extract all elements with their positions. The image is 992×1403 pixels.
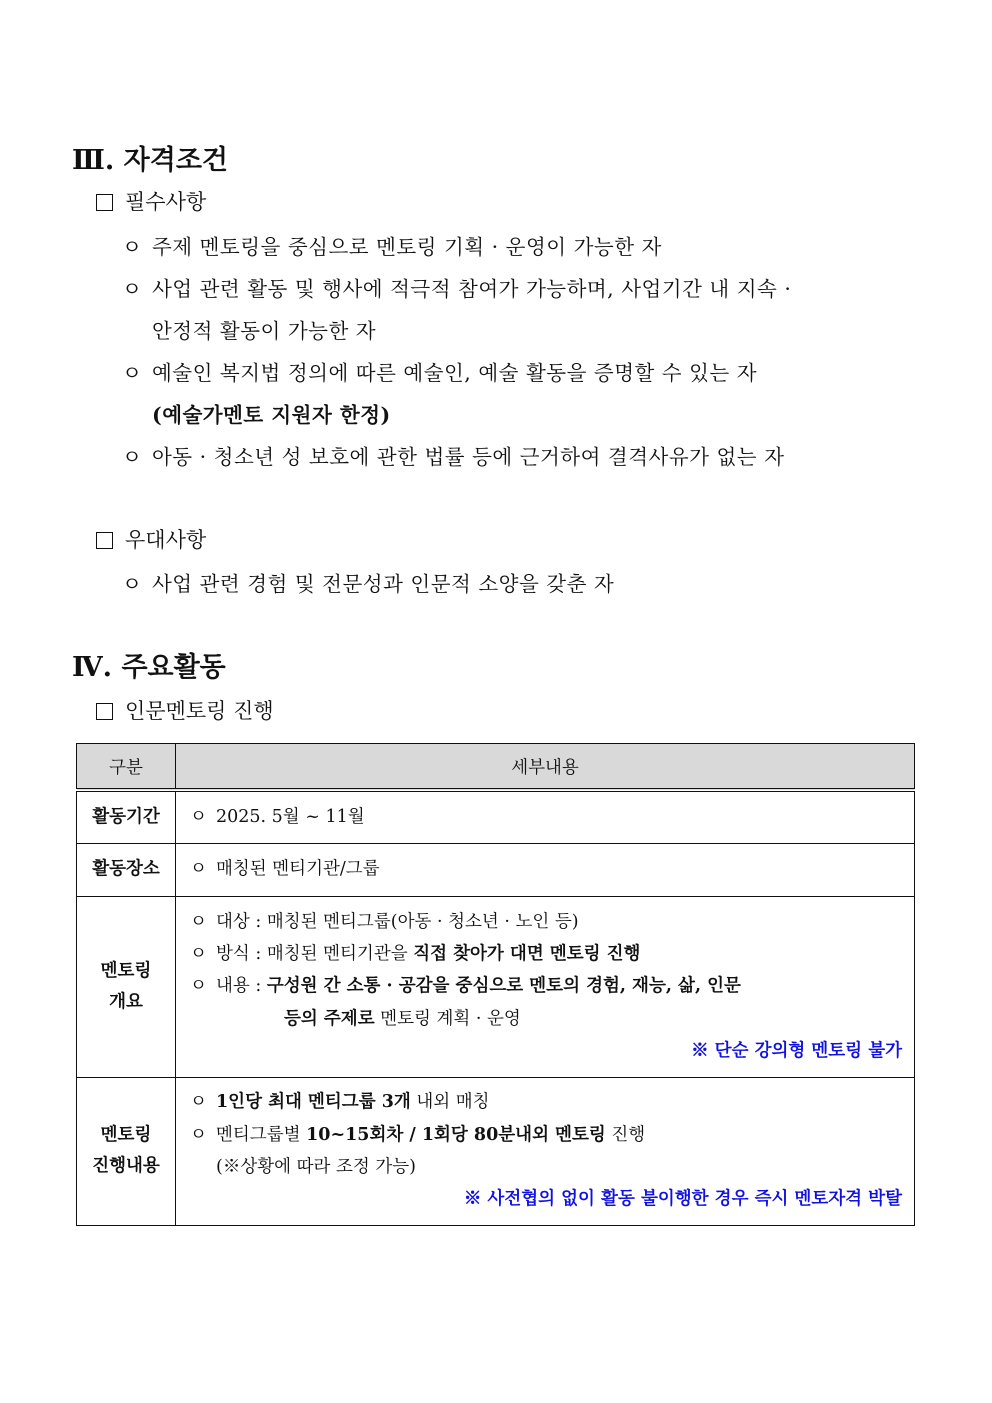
place-value: 매칭된 멘티기관/그룹 — [216, 859, 380, 880]
bullet-icon: ㅇ — [190, 859, 207, 880]
mentoring-heading: 인문멘토링 진행 — [96, 695, 274, 725]
progress-cell — [176, 1077, 915, 1225]
required-item-2: ㅇ 사업 관련 활동 및 행사에 적극적 참여가 가능하며, 사업기간 내 지속 · — [122, 272, 791, 302]
bullet-icon: ㅇ — [190, 1124, 207, 1145]
overview-content-cont: 등의 주제로 멘토링 계획 · 운영 — [284, 1008, 521, 1029]
bullet-icon: ㅇ — [122, 277, 143, 301]
table-header-row — [77, 744, 915, 791]
activity-table — [76, 743, 915, 1226]
table-row-period — [77, 790, 915, 843]
progress-line-2: ㅇ 멘티그룹별 10~15회차 / 1회당 80분내외 멘토링 진행 — [190, 1119, 902, 1151]
bullet-icon: ㅇ — [190, 1092, 207, 1113]
checkbox-square-icon — [96, 703, 113, 720]
bullet-icon: ㅇ — [122, 445, 143, 469]
bullet-icon: ㅇ — [190, 911, 207, 932]
bullet-icon: ㅇ — [190, 807, 207, 828]
header-category: 구분 — [77, 744, 176, 791]
required-item-3-cont: (예술가멘토 지원자 한정) — [152, 403, 391, 427]
progress-line-3: (※상황에 따라 조정 가능) — [216, 1157, 416, 1177]
table-row-progress — [77, 1077, 915, 1225]
overview-content: ㅇ 내용 : 구성원 간 소통 · 공감을 중심으로 멘토의 경험, 재능, 삶, 인문 — [190, 970, 902, 1002]
bullet-icon: ㅇ — [190, 976, 207, 997]
required-item-2-cont: 안정적 활동이 가능한 자 — [152, 319, 377, 343]
overview-target: ㅇ 대상 : 매칭된 멘티그룹(아동 · 청소년 · 노인 등) — [190, 906, 902, 938]
progress-label: 멘토링 진행내용 — [77, 1077, 176, 1225]
required-heading: 필수사항 — [96, 186, 206, 216]
preferred-item-1: ㅇ 사업 관련 경험 및 전문성과 인문적 소양을 갖춘 자 — [122, 567, 614, 597]
overview-cell — [176, 896, 915, 1077]
preferred-heading: 우대사항 — [96, 524, 206, 554]
section-4-title: Ⅳ. 주요활동 — [72, 652, 226, 683]
period-label: 활동기간 — [77, 790, 176, 843]
checkbox-square-icon — [96, 532, 113, 549]
progress-note: ※ 사전협의 없이 활동 불이행한 경우 즉시 멘토자격 박탈 — [463, 1189, 902, 1210]
period-value: 2025. 5월 ~ 11월 — [216, 807, 365, 828]
overview-method: ㅇ 방식 : 매칭된 멘티기관을 직접 찾아가 대면 멘토링 진행 — [190, 938, 902, 970]
overview-label: 멘토링 개요 — [77, 896, 176, 1077]
checkbox-square-icon — [96, 194, 113, 211]
bullet-icon: ㅇ — [122, 235, 143, 259]
required-item-1: ㅇ 주제 멘토링을 중심으로 멘토링 기획 · 운영이 가능한 자 — [122, 230, 662, 260]
section-3-title: Ⅲ. 자격조건 — [72, 145, 229, 176]
progress-line-1: ㅇ 1인당 최대 멘티그룹 3개 내외 매칭 — [190, 1086, 902, 1118]
required-item-4: ㅇ 아동 · 청소년 성 보호에 관한 법률 등에 근거하여 결격사유가 없는 자 — [122, 440, 784, 470]
required-item-3: ㅇ 예술인 복지법 정의에 따른 예술인, 예술 활동을 증명할 수 있는 자 — [122, 356, 757, 386]
overview-note: ※ 단순 강의형 멘토링 불가 — [691, 1041, 902, 1062]
place-value-cell — [176, 843, 915, 896]
bullet-icon: ㅇ — [122, 361, 143, 385]
period-value-cell — [176, 790, 915, 843]
bullet-icon: ㅇ — [122, 572, 143, 596]
table-row-overview — [77, 896, 915, 1077]
table-row-place — [77, 843, 915, 896]
header-details: 세부내용 — [176, 744, 915, 791]
place-label: 활동장소 — [77, 843, 176, 896]
bullet-icon: ㅇ — [190, 943, 207, 964]
